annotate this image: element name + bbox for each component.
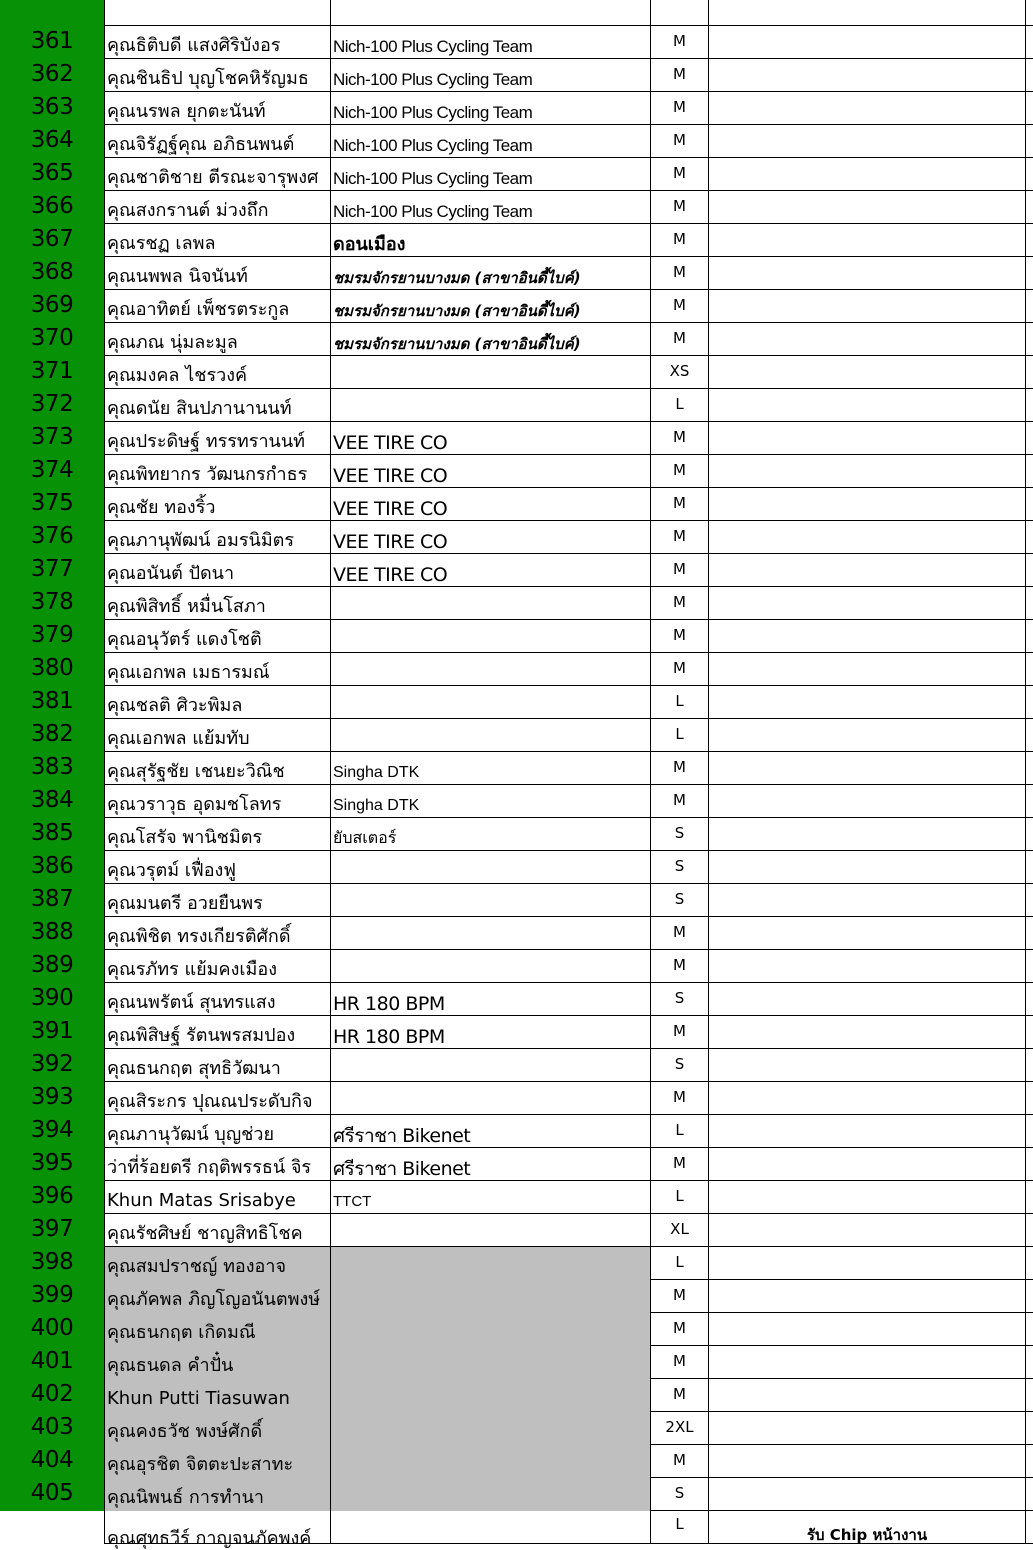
note-cell[interactable] — [709, 1247, 1026, 1280]
table-row — [0, 224, 1033, 257]
participant-name-cell[interactable]: คุณอนุวัตร์ แดงโชติ — [107, 629, 262, 650]
shirt-size-cell[interactable]: L — [651, 1181, 709, 1214]
team-cell[interactable]: ชมรมจักรยานบางมด (สาขาอินดี้ไบค์) — [330, 323, 651, 356]
table-row — [0, 323, 1033, 356]
team-cell[interactable] — [330, 1346, 651, 1379]
note-cell[interactable] — [709, 1379, 1026, 1412]
row-number-cell[interactable]: 381 — [0, 686, 105, 719]
table-row — [0, 752, 1033, 785]
participant-name-cell[interactable]: คุณนพพล นิจนันท์ — [107, 266, 248, 287]
row-number-cell[interactable]: 387 — [0, 884, 105, 917]
shirt-size-cell[interactable]: M — [651, 1082, 709, 1115]
team-cell[interactable]: Nich-100 Plus Cycling Team — [330, 92, 651, 125]
table-row — [0, 92, 1033, 125]
row-number-cell[interactable]: 395 — [0, 1148, 105, 1181]
shirt-size-cell[interactable]: M — [651, 521, 709, 554]
team-cell[interactable]: VEE TIRE CO — [330, 422, 651, 455]
shirt-size-cell[interactable]: M — [651, 1280, 709, 1313]
shirt-size-cell[interactable]: M — [651, 1379, 709, 1412]
row-number-cell[interactable]: 372 — [0, 389, 105, 422]
participant-rows — [0, 26, 1033, 1549]
team-cell[interactable] — [330, 587, 651, 620]
row-number-cell[interactable]: 398 — [0, 1247, 105, 1280]
team-cell[interactable] — [330, 1511, 651, 1544]
row-number-cell[interactable]: 389 — [0, 950, 105, 983]
row-number-cell[interactable]: 390 — [0, 983, 105, 1016]
note-cell[interactable] — [709, 851, 1026, 884]
shirt-size-cell[interactable]: M — [651, 1313, 709, 1346]
row-number-cell[interactable]: 397 — [0, 1214, 105, 1247]
participant-name-cell[interactable]: คุณพิสิทธิ์ หมื่นโสภา — [107, 596, 266, 617]
row-number-cell[interactable]: 394 — [0, 1115, 105, 1148]
participant-name-cell[interactable]: คุณชัย ทองริ้ว — [107, 497, 216, 518]
note-cell[interactable] — [709, 0, 1026, 26]
shirt-size-cell[interactable]: S — [651, 884, 709, 917]
row-number-cell[interactable]: 401 — [0, 1346, 105, 1379]
participant-name-cell[interactable]: คุณวรุตม์ เฟื่องฟู — [107, 860, 237, 881]
participant-name-cell[interactable]: คุณชินธิป บุญโชคหิรัญมธ — [107, 68, 309, 89]
row-number-cell[interactable]: 377 — [0, 554, 105, 587]
table-row — [0, 851, 1033, 884]
team-cell[interactable]: VEE TIRE CO — [330, 554, 651, 587]
shirt-size-cell[interactable]: M — [651, 653, 709, 686]
shirt-size-cell[interactable]: M — [651, 950, 709, 983]
note-cell[interactable] — [709, 488, 1026, 521]
team-cell[interactable] — [330, 686, 651, 719]
team-cell[interactable] — [330, 1214, 651, 1247]
note-cell[interactable] — [709, 1148, 1026, 1181]
shirt-size-cell[interactable]: XL — [651, 1214, 709, 1247]
participant-name-cell[interactable]: คุณวราวุธ อุดมชโลทร — [107, 794, 282, 815]
team-cell[interactable] — [330, 356, 651, 389]
table-row — [0, 785, 1033, 818]
note-cell[interactable] — [709, 1214, 1026, 1247]
table-row — [0, 1478, 1033, 1511]
team-cell[interactable] — [330, 1412, 651, 1445]
team-cell[interactable] — [330, 950, 651, 983]
participant-name-cell[interactable]: คุณชาติชาย ตีรณะจารุพงศ — [107, 167, 319, 188]
shirt-size-cell[interactable]: S — [651, 851, 709, 884]
row-number-cell[interactable]: 362 — [0, 59, 105, 92]
participant-name-cell[interactable]: คุณคงธวัช พงษ์ศักดิ์ — [105, 1412, 330, 1445]
note-cell[interactable] — [709, 719, 1026, 752]
row-number-cell[interactable]: 403 — [0, 1412, 105, 1445]
team-cell[interactable] — [330, 917, 651, 950]
row-number-cell[interactable]: 396 — [0, 1181, 105, 1214]
shirt-size-cell[interactable]: L — [651, 719, 709, 752]
table-row — [0, 917, 1033, 950]
shirt-size-cell[interactable]: M — [651, 125, 709, 158]
row-number-cell[interactable]: 363 — [0, 92, 105, 125]
team-cell[interactable]: Nich-100 Plus Cycling Team — [330, 191, 651, 224]
shirt-size-cell[interactable]: M — [651, 59, 709, 92]
team-cell[interactable]: Nich-100 Plus Cycling Team — [330, 125, 651, 158]
shirt-size-cell[interactable]: M — [651, 257, 709, 290]
team-cell[interactable] — [330, 1049, 651, 1082]
shirt-size-cell[interactable]: M — [651, 752, 709, 785]
team-cell[interactable]: HR 180 BPM — [330, 983, 651, 1016]
note-cell[interactable] — [709, 1082, 1026, 1115]
shirt-size-cell[interactable]: S — [651, 1049, 709, 1082]
note-cell[interactable] — [709, 290, 1026, 323]
note-cell[interactable] — [709, 389, 1026, 422]
note-cell[interactable] — [709, 1478, 1026, 1511]
row-number-cell[interactable]: 364 — [0, 125, 105, 158]
shirt-size-cell[interactable]: M — [651, 224, 709, 257]
participant-name-cell[interactable]: คุณเอกพล เมธารมณ์ — [107, 662, 270, 683]
row-number-cell[interactable]: 391 — [0, 1016, 105, 1049]
table-row — [0, 1016, 1033, 1049]
table-row — [0, 719, 1033, 752]
row-number-cell[interactable]: 369 — [0, 290, 105, 323]
team-cell[interactable]: ชมรมจักรยานบางมด (สาขาอินดี้ไบค์) — [330, 257, 651, 290]
note-cell[interactable] — [709, 1412, 1026, 1445]
note-cell[interactable] — [709, 1313, 1026, 1346]
row-number-cell[interactable]: 382 — [0, 719, 105, 752]
row-number-cell[interactable]: 373 — [0, 422, 105, 455]
note-cell[interactable]: รับ Chip หน้างาน — [709, 1511, 1026, 1544]
table-row — [0, 653, 1033, 686]
row-number-cell[interactable]: 365 — [0, 158, 105, 191]
table-row — [0, 158, 1033, 191]
shirt-size-cell[interactable]: S — [651, 983, 709, 1016]
participant-name-cell[interactable]: คุณชลติ ศิวะพิมล — [107, 695, 243, 716]
row-number-cell[interactable]: 379 — [0, 620, 105, 653]
row-number-cell[interactable]: 393 — [0, 1082, 105, 1115]
participant-name-cell[interactable]: คุณดนัย สินปภานานนท์ — [107, 398, 292, 419]
shirt-size-cell[interactable]: M — [651, 323, 709, 356]
table-row — [0, 26, 1033, 59]
team-cell[interactable]: ศรีราชา Bikenet — [330, 1115, 651, 1148]
table-row — [0, 191, 1033, 224]
team-cell[interactable] — [330, 1445, 651, 1478]
participant-name-cell[interactable]: ว่าที่ร้อยตรี กฤติพรรธน์ จิร — [107, 1157, 312, 1178]
row-number-cell[interactable]: 375 — [0, 488, 105, 521]
row-number-cell[interactable] — [0, 0, 105, 26]
participant-name-cell[interactable]: Khun Putti Tiasuwan — [105, 1379, 330, 1412]
table-row — [0, 59, 1033, 92]
row-number-cell[interactable]: 384 — [0, 785, 105, 818]
participant-name-cell[interactable]: คุณประดิษฐ์ ทรรทรานนท์ — [107, 431, 306, 452]
participant-name-cell[interactable]: คุณจิรัฏฐ์คุณ อภิธนพนต์ — [107, 134, 295, 155]
shirt-size-cell[interactable]: M — [651, 1346, 709, 1379]
shirt-size-cell[interactable]: S — [651, 818, 709, 851]
team-cell[interactable]: Nich-100 Plus Cycling Team — [330, 59, 651, 92]
shirt-size-cell[interactable]: M — [651, 290, 709, 323]
shirt-size-cell[interactable]: M — [651, 620, 709, 653]
row-number-cell[interactable]: 392 — [0, 1049, 105, 1082]
participant-name-cell[interactable]: คุณพิชิต ทรงเกียรติศักดิ์ — [107, 926, 291, 947]
shirt-size-cell[interactable] — [651, 0, 709, 26]
table-row — [0, 1379, 1033, 1412]
table-row — [0, 521, 1033, 554]
participant-name-cell[interactable]: คุณมงคล ไชรวงค์ — [107, 365, 248, 386]
shirt-size-cell[interactable]: M — [651, 587, 709, 620]
table-row — [0, 1049, 1033, 1082]
team-cell[interactable]: Singha DTK — [330, 752, 651, 785]
participant-name-cell[interactable]: คุณโสรัจ พานิชมิตร — [107, 827, 263, 848]
team-cell[interactable] — [330, 653, 651, 686]
participant-name-cell[interactable]: คุณสงกรานต์ ม่วงถึก — [107, 200, 269, 221]
shirt-size-cell[interactable]: M — [651, 26, 709, 59]
note-cell[interactable] — [709, 1016, 1026, 1049]
participant-name-cell[interactable]: Khun Matas Srisabye — [107, 1190, 296, 1211]
team-cell[interactable]: ยับสเตอร์ — [330, 818, 651, 851]
participant-name-cell[interactable]: คุณอุรชิต จิตตะปะสาทะ — [105, 1445, 330, 1478]
note-cell[interactable] — [709, 917, 1026, 950]
note-cell[interactable] — [709, 59, 1026, 92]
note-cell[interactable] — [709, 686, 1026, 719]
participant-name-cell[interactable]: คุณธนกฤต เกิดมณี — [105, 1313, 330, 1346]
participant-name-cell[interactable]: คุณเอกพล แย้มทับ — [107, 728, 250, 749]
team-cell[interactable] — [330, 0, 651, 26]
table-row — [0, 1115, 1033, 1148]
participant-name-cell[interactable]: คุณรชฏ เลพล — [107, 233, 216, 254]
note-cell[interactable] — [709, 554, 1026, 587]
note-cell[interactable] — [709, 455, 1026, 488]
note-cell[interactable] — [709, 224, 1026, 257]
shirt-size-cell[interactable]: L — [651, 1115, 709, 1148]
row-number-cell[interactable]: 405 — [0, 1478, 105, 1511]
row-number-cell[interactable]: 380 — [0, 653, 105, 686]
shirt-size-cell[interactable]: M — [651, 917, 709, 950]
participant-name-cell[interactable]: คุณนรพล ยุกตะนันท์ — [107, 101, 266, 122]
shirt-size-cell[interactable]: S — [651, 1478, 709, 1511]
table-row — [0, 1346, 1033, 1379]
participant-name-cell[interactable]: คุณธนกฤต สุทธิวัฒนา — [107, 1058, 281, 1079]
participant-name-cell[interactable]: คุณพิทยากร วัฒนกรกำธร — [107, 464, 308, 485]
participant-name-cell[interactable]: คุณอนันต์ ปัดนา — [107, 563, 235, 584]
note-cell[interactable] — [709, 521, 1026, 554]
table-row-partial — [0, 0, 1033, 26]
participant-name-cell[interactable]: คุณธิติบดี แสงศิริบังอร — [107, 35, 281, 56]
table-row — [0, 1280, 1033, 1313]
note-cell[interactable] — [709, 620, 1026, 653]
shirt-size-cell[interactable]: 2XL — [651, 1412, 709, 1445]
table-row — [0, 983, 1033, 1016]
table-row — [0, 884, 1033, 917]
participant-name-cell[interactable]: คุณสุรัฐชัย เชนยะวิณิช — [107, 761, 285, 782]
table-row — [0, 818, 1033, 851]
note-cell[interactable] — [709, 587, 1026, 620]
shirt-size-cell[interactable]: M — [651, 191, 709, 224]
shirt-size-cell[interactable]: M — [651, 488, 709, 521]
note-cell[interactable] — [709, 1346, 1026, 1379]
row-number-cell[interactable]: 371 — [0, 356, 105, 389]
note-cell[interactable] — [709, 752, 1026, 785]
participant-name-cell[interactable]: คุณสมปราชญ์ ทองอาจ — [105, 1247, 330, 1280]
note-cell[interactable] — [709, 1049, 1026, 1082]
row-number-cell[interactable]: 361 — [0, 26, 105, 59]
participant-name-cell[interactable]: คุณรภัทร แย้มคงเมือง — [107, 959, 277, 980]
team-cell[interactable] — [330, 620, 651, 653]
table-row — [0, 587, 1033, 620]
table-row — [0, 1445, 1033, 1478]
shirt-size-cell[interactable]: M — [651, 422, 709, 455]
table-row — [0, 1511, 1033, 1549]
note-cell[interactable] — [709, 884, 1026, 917]
row-number-cell[interactable]: 370 — [0, 323, 105, 356]
shirt-size-cell[interactable]: L — [651, 1511, 709, 1544]
table-row — [0, 389, 1033, 422]
table-row — [0, 455, 1033, 488]
participant-name-cell[interactable]: คุณสิระกร ปุณณประดับกิจ — [107, 1091, 313, 1112]
participant-name-cell[interactable]: คุณอาทิตย์ เพ็ชรตระกูล — [107, 299, 290, 320]
note-cell[interactable] — [709, 26, 1026, 59]
team-cell[interactable]: ดอนเมือง — [330, 224, 651, 257]
table-row — [0, 950, 1033, 983]
team-cell[interactable]: ศรีราชา Bikenet — [330, 1148, 651, 1181]
team-cell[interactable] — [330, 719, 651, 752]
participant-name-cell[interactable]: คุณภานุพัฒน์ อมรนิมิตร — [107, 530, 295, 551]
participant-name-cell[interactable]: คุณศุทธวีร์ กาญจนภัคพงค์ — [107, 1528, 312, 1549]
participant-name-cell[interactable] — [105, 0, 330, 26]
table-row — [0, 125, 1033, 158]
shirt-size-cell[interactable]: L — [651, 686, 709, 719]
team-cell[interactable] — [330, 884, 651, 917]
team-cell[interactable]: VEE TIRE CO — [330, 488, 651, 521]
team-cell[interactable]: TTCT — [330, 1181, 651, 1214]
team-cell[interactable] — [330, 1379, 651, 1412]
row-number-cell[interactable]: 383 — [0, 752, 105, 785]
note-cell[interactable] — [709, 1445, 1026, 1478]
participant-name-cell[interactable]: คุณมนตรี อวยยืนพร — [107, 893, 263, 914]
note-cell[interactable] — [709, 1181, 1026, 1214]
shirt-size-cell[interactable]: M — [651, 1016, 709, 1049]
note-cell[interactable] — [709, 818, 1026, 851]
team-cell[interactable] — [330, 1478, 651, 1511]
table-row — [0, 686, 1033, 719]
participant-name-cell[interactable]: คุณภานุวัฒน์ บุญช่วย — [107, 1124, 275, 1145]
table-row — [0, 1214, 1033, 1247]
participant-name-cell[interactable]: คุณนิพนธ์ การทำนา — [105, 1478, 330, 1511]
team-cell[interactable]: VEE TIRE CO — [330, 521, 651, 554]
row-number-cell[interactable]: 388 — [0, 917, 105, 950]
table-row — [0, 620, 1033, 653]
table-row — [0, 1148, 1033, 1181]
note-cell[interactable] — [709, 323, 1026, 356]
participant-name-cell[interactable]: คุณนพรัตน์ สุนทรแสง — [107, 992, 276, 1013]
team-cell[interactable] — [330, 1313, 651, 1346]
note-cell[interactable] — [709, 1115, 1026, 1148]
note-cell[interactable] — [709, 983, 1026, 1016]
table-row — [0, 1247, 1033, 1280]
table-row — [0, 554, 1033, 587]
table-row — [0, 1412, 1033, 1445]
shirt-size-cell[interactable]: M — [651, 785, 709, 818]
row-number-cell[interactable]: 385 — [0, 818, 105, 851]
note-cell[interactable] — [709, 191, 1026, 224]
row-number-cell[interactable]: 402 — [0, 1379, 105, 1412]
shirt-size-cell[interactable]: M — [651, 158, 709, 191]
table-row — [0, 488, 1033, 521]
row-number-cell[interactable]: 366 — [0, 191, 105, 224]
participant-name-cell[interactable]: คุณพิสิษฐ์ รัตนพรสมปอง — [107, 1025, 296, 1046]
shirt-size-cell[interactable]: L — [651, 389, 709, 422]
note-cell[interactable] — [709, 92, 1026, 125]
row-number-cell[interactable]: 378 — [0, 587, 105, 620]
table-row — [0, 290, 1033, 323]
note-cell[interactable] — [709, 785, 1026, 818]
team-cell[interactable]: Nich-100 Plus Cycling Team — [330, 158, 651, 191]
team-cell[interactable]: Nich-100 Plus Cycling Team — [330, 26, 651, 59]
note-cell[interactable] — [709, 125, 1026, 158]
row-number-cell[interactable]: 368 — [0, 257, 105, 290]
table-row — [0, 1181, 1033, 1214]
note-cell[interactable] — [709, 158, 1026, 191]
note-cell[interactable] — [709, 356, 1026, 389]
row-number-cell[interactable]: 399 — [0, 1280, 105, 1313]
team-cell[interactable] — [330, 1082, 651, 1115]
team-cell[interactable] — [330, 1280, 651, 1313]
table-row — [0, 1082, 1033, 1115]
note-cell[interactable] — [709, 950, 1026, 983]
participant-name-cell[interactable]: คุณภัคพล ภิญโญอนันตพงษ์ — [105, 1280, 330, 1313]
row-number-cell[interactable]: 400 — [0, 1313, 105, 1346]
row-number-cell[interactable] — [0, 1511, 105, 1544]
shirt-size-cell[interactable]: M — [651, 1445, 709, 1478]
team-cell[interactable] — [330, 851, 651, 884]
table-row — [0, 422, 1033, 455]
shirt-size-cell[interactable]: M — [651, 455, 709, 488]
shirt-size-cell[interactable]: M — [651, 1148, 709, 1181]
row-number-cell[interactable]: 374 — [0, 455, 105, 488]
note-cell[interactable] — [709, 1280, 1026, 1313]
shirt-size-cell[interactable]: XS — [651, 356, 709, 389]
shirt-size-cell[interactable]: M — [651, 92, 709, 125]
participant-name-cell[interactable]: คุณภณ นุ่มละมูล — [107, 332, 238, 353]
note-cell[interactable] — [709, 653, 1026, 686]
team-cell[interactable] — [330, 1247, 651, 1280]
table-row — [0, 257, 1033, 290]
team-cell[interactable]: ชมรมจักรยานบางมด (สาขาอินดี้ไบค์) — [330, 290, 651, 323]
team-cell[interactable]: Singha DTK — [330, 785, 651, 818]
team-cell[interactable] — [330, 389, 651, 422]
row-number-cell[interactable]: 386 — [0, 851, 105, 884]
team-cell[interactable]: HR 180 BPM — [330, 1016, 651, 1049]
participant-name-cell[interactable]: คุณธนดล คำปั๋น — [105, 1346, 330, 1379]
team-cell[interactable]: VEE TIRE CO — [330, 455, 651, 488]
shirt-size-cell[interactable]: L — [651, 1247, 709, 1280]
row-number-cell[interactable]: 367 — [0, 224, 105, 257]
row-number-cell[interactable]: 404 — [0, 1445, 105, 1478]
table-row — [0, 1313, 1033, 1346]
note-cell[interactable] — [709, 257, 1026, 290]
shirt-size-cell[interactable]: M — [651, 554, 709, 587]
table-row — [0, 356, 1033, 389]
row-number-cell[interactable]: 376 — [0, 521, 105, 554]
participant-name-cell[interactable]: คุณรัชศิษย์ ชาญสิทธิโชค — [107, 1223, 303, 1244]
note-cell[interactable] — [709, 422, 1026, 455]
